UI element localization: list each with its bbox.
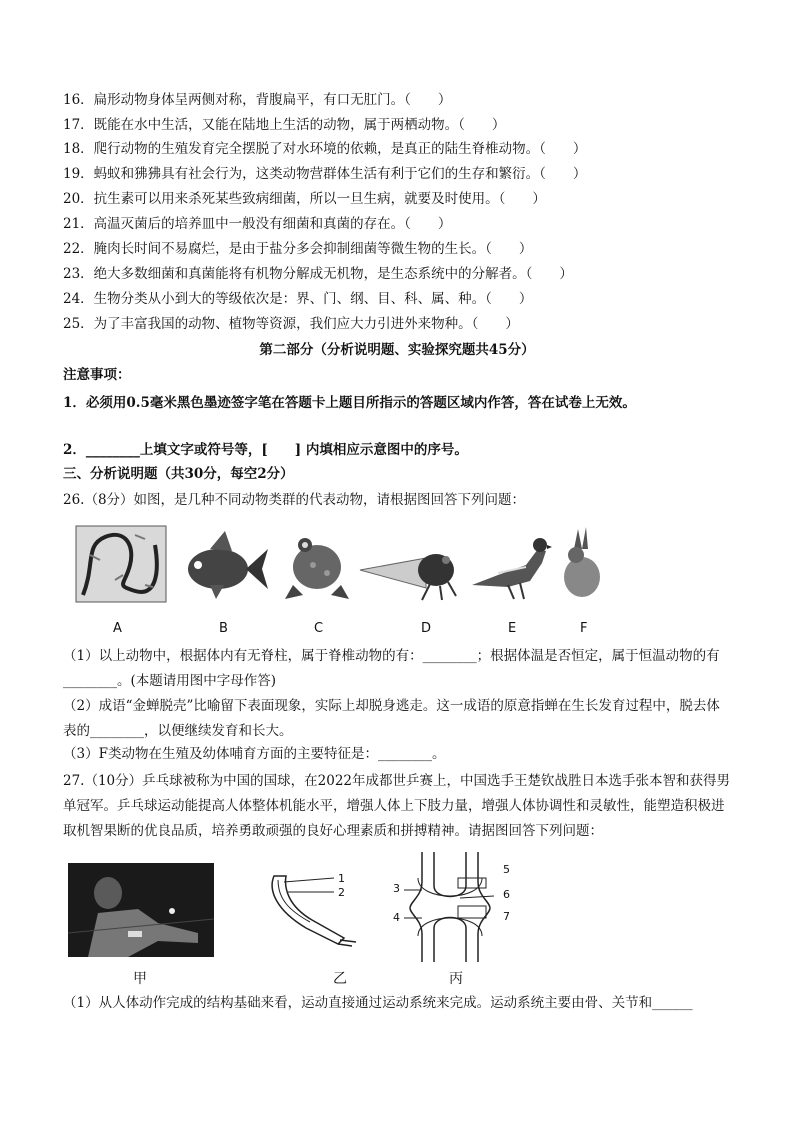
animal-e-pigeon-figure	[468, 525, 552, 603]
question-16: 16．扁形动物身体呈两侧对称，背腹扁平，有口无肛门。（ ）	[63, 92, 452, 108]
question-20: 20．抗生素可以用来杀死某些致病细菌，所以一旦生病，就要及时使用。（ ）	[63, 191, 546, 207]
q26-sub1: （1）以上动物中，根据体内有无脊柱，属于脊椎动物的有：________；根据体温是否恒定，属于恒温动物的有________。(本题请用图中字母作答)	[63, 648, 720, 689]
question-25: 25．为了丰富我国的动物、植物等资源，我们应大力引进外来物种。（ ）	[63, 316, 519, 332]
question-18: 18．爬行动物的生殖发育完全摆脱了对水环境的依赖，是真正的陆生脊椎动物。（ ）	[63, 141, 587, 157]
fig-yi-arm-muscle	[266, 870, 364, 952]
animal-b-fish-figure	[180, 525, 270, 603]
label-jia: 甲	[133, 971, 147, 987]
fig-bing-joint	[390, 852, 510, 962]
question-23: 23．绝大多数细菌和真菌能将有机物分解成无机物，是生态系统中的分解者。（ ）	[63, 266, 573, 282]
fig-jia-photo	[68, 863, 214, 957]
label-c: C	[314, 621, 324, 636]
animal-c-frog-figure	[283, 525, 353, 603]
bing-mark-7: 7	[503, 910, 510, 923]
label-yi: 乙	[333, 971, 347, 987]
bing-mark-4: 4	[393, 911, 400, 924]
animal-f-rabbit-figure	[560, 525, 610, 603]
label-a: A	[113, 621, 122, 636]
label-e: E	[508, 621, 517, 636]
q26-stem: 26.（8分）如图，是几种不同动物类群的代表动物，请根据图回答下列问题：	[63, 492, 526, 508]
notice-heading: 注意事项：	[63, 367, 131, 383]
section3-title: 三、分析说明题（共30分，每空2分）	[63, 466, 294, 482]
part2-title: 第二部分（分析说明题、实验探究题共45分）	[259, 342, 535, 358]
animal-d-cicada-figure	[356, 530, 460, 602]
q27-sub1: （1）从人体动作完成的结构基础来看，运动直接通过运动系统来完成。运动系统主要由骨、关节和______	[63, 995, 693, 1011]
question-22: 22．腌肉长时间不易腐烂，是由于盐分多会抑制细菌等微生物的生长。（ ）	[63, 241, 533, 257]
question-19: 19．蚂蚁和狒狒具有社会行为，这类动物营群体生活有利于它们的生存和繁衍。（ ）	[63, 166, 587, 182]
notice-item-1: 1．必须用0.5毫米黑色墨迹签字笔在答题卡上题目所指示的答题区域内作答，答在试卷上无效。	[63, 395, 636, 411]
label-d: D	[421, 621, 432, 636]
bing-mark-5: 5	[503, 863, 510, 876]
label-bing: 丙	[449, 971, 463, 987]
animal-a-earthworm-figure	[75, 525, 167, 603]
q26-sub3: （3）F类动物在生殖及幼体哺育方面的主要特征是：________。	[63, 746, 446, 762]
yi-mark-2: 2	[338, 886, 345, 899]
bing-mark-6: 6	[503, 888, 510, 901]
label-f: F	[580, 621, 588, 636]
label-b: B	[219, 621, 228, 636]
bing-mark-3: 3	[393, 882, 400, 895]
question-24: 24．生物分类从小到大的等级依次是：界、门、纲、目、科、属、种。（ ）	[63, 291, 533, 307]
question-21: 21．高温灭菌后的培养皿中一般没有细菌和真菌的存在。（ ）	[63, 216, 452, 232]
q26-sub2: （2）成语“金蝉脱壳”比喻留下表面现象，实际上却脱身逃走。这一成语的原意指蝉在生长发育过程中，脱去体表的________，以便继续发育和长大。	[63, 698, 720, 739]
yi-mark-1: 1	[338, 872, 345, 885]
q27-stem: 27.（10分）乒乓球被称为中国的国球，在2022年成都世乒赛上，中国选手王楚钦战胜日本选手张本智和获得男单冠军。乒乓球运动能提高人体整体机能水平，增强人体上下肢力量，增强人体协调性和灵敏性，能塑造积极进取机智果断的优良品质，培养勇敢顽强的良好心理素质和拼搏精神。请据图回答下列问题：	[63, 773, 731, 839]
notice-item-2: 2．________上填文字或符号等，[ ] 内填相应示意图中的序号。	[63, 442, 468, 458]
question-17: 17．既能在水中生活，又能在陆地上生活的动物，属于两栖动物。（ ）	[63, 117, 506, 133]
